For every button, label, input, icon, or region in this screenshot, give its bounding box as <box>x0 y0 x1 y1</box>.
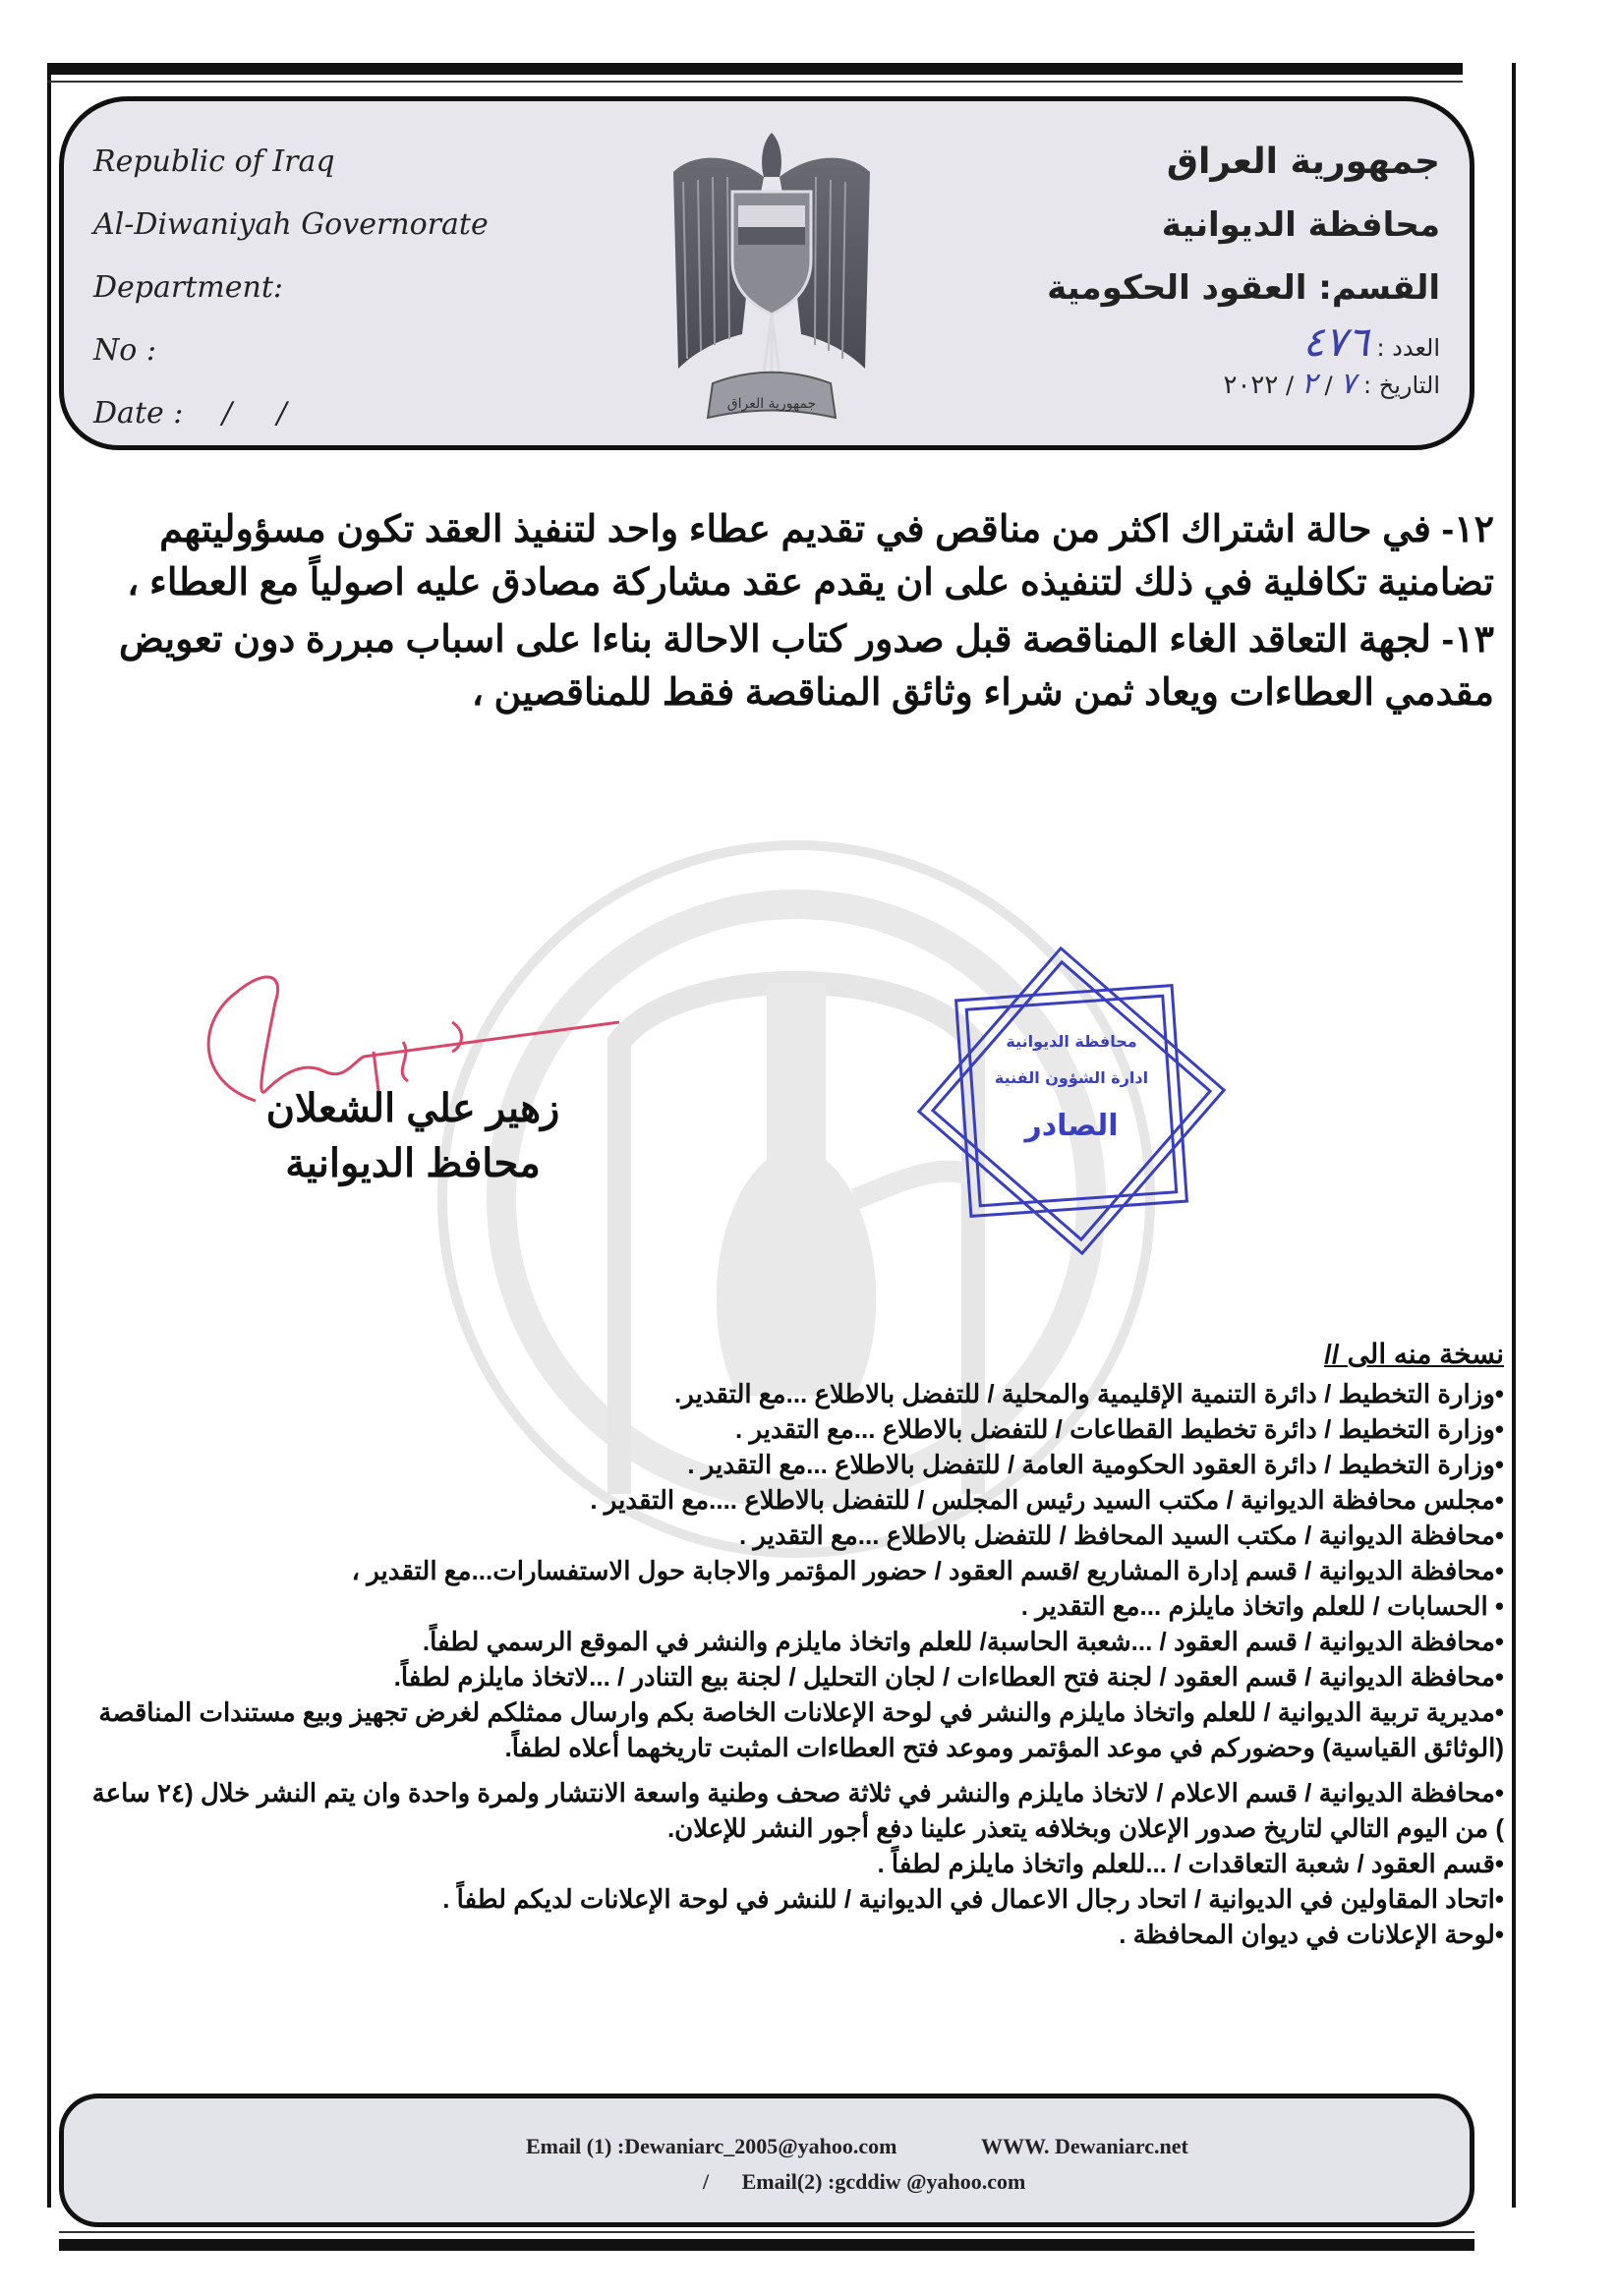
stamp-line-outgoing: الصادر <box>1024 1109 1119 1143</box>
bottom-border-line <box>59 2231 1474 2233</box>
copy-recipient: •محافظة الديوانية / قسم العقود / ...شعبة الحاسبة/ للعلم واتخاذ مايلزم والنشر في الموقع الرسمي لطفاً. <box>422 1627 1504 1656</box>
date-year-ar: ٢٠٢٢ <box>1223 371 1279 400</box>
date-month-ar: ٢ <box>1300 367 1317 401</box>
footer-website[interactable]: WWW. Dewaniarc.net <box>981 2134 1188 2158</box>
copy-recipient: •وزارة التخطيط / دائرة تخطيط القطاعات / للتفضل بالاطلاع ...مع التقدير . <box>735 1414 1504 1444</box>
copy-recipient: •وزارة التخطيط / دائرة العقود الحكومية العامة / للتفضل بالاطلاع ...مع التقدير . <box>687 1450 1504 1479</box>
emblem-caption: جمهورية العراق <box>726 396 817 412</box>
clause-12 <box>98 503 1494 609</box>
department-label-en: Department: <box>93 270 283 305</box>
signatory-title: محافظ الديوانية <box>285 1142 541 1185</box>
stamp-line-department: ادارة الشؤون الفنية <box>994 1068 1149 1087</box>
stamp-text <box>973 1032 1170 1143</box>
clauses-section <box>98 503 1494 723</box>
country-name-ar: جمهورية العراق <box>1166 142 1440 182</box>
date-label-en: Date : <box>93 396 184 430</box>
letterhead-footer <box>59 2094 1474 2227</box>
clause-13 <box>98 613 1494 719</box>
copy-recipient: •وزارة التخطيط / دائرة التنمية الإقليمية والمحلية / للتفضل بالاطلاع ...مع التقدير. <box>674 1379 1504 1408</box>
date-value-en: / / <box>221 396 305 430</box>
letterhead <box>59 96 1474 450</box>
copy-recipient: •محافظة الديوانية / قسم العقود / لجنة فتح العطاءات / لجان التحليل / لجنة بيع التنادر / ...لاتخاذ مايلزم لطفاً. <box>393 1662 1504 1692</box>
footer-line-1 <box>526 2134 1188 2159</box>
number-value-ar: ٤٧٦ <box>1302 317 1369 366</box>
governorate-name-ar: محافظة الديوانية <box>1161 205 1440 245</box>
stamp-line-governorate: محافظة الديوانية <box>1006 1032 1137 1051</box>
copy-recipient: •محافظة الديوانية / قسم الاعلام / لاتخاذ مايلزم والنشر في ثلاثة صحف وطنية واسعة الانتشار ولمرة واحدة وان يتم النشر خلال (٢٤ ساعة ) من اليوم التالي لتاريخ صدور الإعلان وبخلافه يتعذر علينا دفع أجور النشر للإعلان. <box>91 1778 1504 1843</box>
copies-title: نسخة منه الى // <box>1324 1339 1504 1369</box>
number-label-en: No : <box>93 333 156 368</box>
letterhead-arabic <box>1047 131 1440 404</box>
top-border-bar <box>47 63 1463 75</box>
document-number-ar <box>1047 319 1440 365</box>
signatory-block <box>226 1081 600 1191</box>
footer-line-2 <box>703 2169 1025 2195</box>
footer-email-2[interactable]: Email(2) :gcddiw @yahoo.com <box>741 2169 1026 2194</box>
clause-number: ١٢- <box>1441 509 1494 550</box>
department-name-ar: القسم: العقود الحكومية <box>1047 268 1440 308</box>
footer-separator: / <box>703 2169 710 2194</box>
copy-recipient: •محافظة الديوانية / قسم إدارة المشاريع /قسم العقود / حضور المؤتمر والاجابة حول الاستفسارات...مع التقدير ، <box>351 1556 1504 1585</box>
copy-recipient: •مجلس محافظة الديوانية / مكتب السيد رئيس المجلس / للتفضل بالاطلاع ....مع التقدير . <box>590 1485 1504 1515</box>
date-field-en <box>93 382 489 445</box>
signatory-name: زهير علي الشعلان <box>265 1087 560 1130</box>
top-border-line <box>47 81 1463 83</box>
clause-text: في حالة اشتراك اكثر من مناقص في تقديم عطاء واحد لتنفيذ العقد تكون مسؤوليتهم تضامنية تكافلية في ذلك لتنفيذه على ان يقدم عقد مشاركة مصادق عليه اصولياً مع العطاء ، <box>127 509 1494 603</box>
letterhead-english <box>93 131 489 445</box>
document-date-ar: التاريخ : ٧ / ٢ / ٢٠٢٢ <box>1223 367 1440 401</box>
copy-recipient: • الحسابات / للعلم واتخاذ مايلزم ...مع التقدير . <box>1020 1591 1504 1621</box>
clause-text: لجهة التعاقد الغاء المناقصة قبل صدور كتاب الاحالة بناءا على اسباب مبررة دون تعويض مقدمي العطاءات ويعاد ثمن شراء وثائق المناقصة فقط للمناقصين ، <box>118 619 1494 714</box>
iraq-eagle-emblem-icon <box>654 123 890 437</box>
bottom-border-bar <box>59 2239 1474 2251</box>
copy-recipient: •مديرية تربية الديوانية / للعلم واتخاذ مايلزم والنشر في لوحة الإعلانات الخاصة بكم وارسال ممثلكم لغرض تجهيز وبيع مستندات المناقصة (الوثائق القياسية) وحضوركم في موعد المؤتمر وموعد فتح العطاءات المثبت تاريخهما أعلاه لطفاً. <box>98 1697 1504 1762</box>
footer-email-1[interactable]: Email (1) :Dewaniarc_2005@yahoo.com <box>526 2134 897 2158</box>
governorate-name-en: Al-Diwaniyah Governorate <box>93 207 489 242</box>
date-label-ar: التاريخ : <box>1362 372 1440 399</box>
number-label-ar: العدد : <box>1376 334 1440 362</box>
clause-number: ١٣- <box>1441 619 1494 660</box>
copy-recipient: •قسم العقود / شعبة التعاقدات / ...للعلم واتخاذ مايلزم لطفاً . <box>877 1849 1504 1878</box>
copies-list <box>88 1337 1504 1952</box>
date-day-ar: ٧ <box>1340 367 1357 401</box>
copy-recipient: •اتحاد المقاولين في الديوانية / اتحاد رجال الاعمال في الديوانية / للنشر في لوحة الإعلانات لديكم لطفاً . <box>442 1884 1504 1914</box>
copy-recipient: •لوحة الإعلانات في ديوان المحافظة . <box>1119 1920 1504 1949</box>
copy-recipient: •محافظة الديوانية / مكتب السيد المحافظ / للتفضل بالاطلاع ...مع التقدير . <box>738 1521 1504 1550</box>
country-name-en: Republic of Iraq <box>93 144 335 179</box>
